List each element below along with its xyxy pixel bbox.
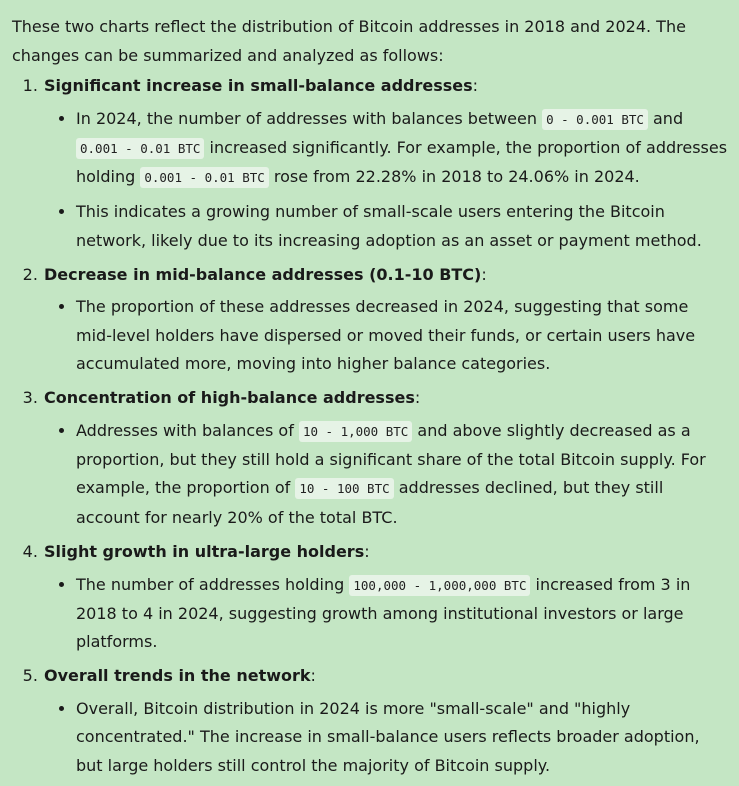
bullet-list — [44, 105, 729, 255]
bullet-item: • In 2024, the number of addresses with balances between 0 - 0.001 BTC and 0.001 - 0.01 BTC increased significantly. For example, the proportion of addresses holding 0.001 - 0.01 BTC rose from 22.28% in 2018 to 24.06% in 2024. — [76, 105, 729, 193]
inline-code: 10 - 1,000 BTC — [299, 421, 412, 442]
bullet-list — [44, 417, 729, 532]
bullet-item: • The number of addresses holding 100,000 - 1,000,000 BTC increased from 3 in 2018 to 4 in 2024, suggesting growth among institutional investors or large platforms. — [76, 571, 729, 657]
section-title: 3. Concentration of high-balance addresses: — [44, 388, 421, 408]
section-item — [43, 384, 729, 532]
inline-code: 0.001 - 0.01 BTC — [76, 138, 204, 159]
inline-code: 0 - 0.001 BTC — [542, 109, 648, 130]
section-title: 4. Slight growth in ultra-large holders: — [44, 542, 370, 562]
bullet-item: • Addresses with balances of 10 - 1,000 BTC and above slightly decreased as a proportion, but they still hold a significant share of the total Bitcoin supply. For example, the proportion of 10 - 100 BTC addresses declined, but they still account for nearly 20% of the total BTC. — [76, 417, 729, 532]
inline-code: 0.001 - 0.01 BTC — [140, 167, 268, 188]
sections-list — [12, 72, 729, 780]
section-title: 2. Decrease in mid-balance addresses (0.1-10 BTC): — [44, 264, 487, 284]
bullet-list — [44, 695, 729, 780]
inline-code: 10 - 100 BTC — [295, 478, 393, 499]
section-item — [43, 538, 729, 656]
bullet-item: • Overall, Bitcoin distribution in 2024 is more "small-scale" and "highly concentrated." The increase in small-balance users reflects broader adoption, but large holders still control the majority of Bitcoin supply. — [76, 695, 729, 780]
intro-paragraph: These two charts reflect the distribution of Bitcoin addresses in 2018 and 2024. The changes can be summarized and analyzed as follows: — [12, 17, 686, 65]
bullet-list — [44, 293, 729, 378]
section-title: 5. Overall trends in the network: — [44, 666, 316, 686]
section-title: 1. Significant increase in small-balance addresses: — [44, 76, 479, 95]
inline-code: 100,000 - 1,000,000 BTC — [349, 575, 530, 596]
section-item — [43, 72, 729, 255]
bullet-item: • This indicates a growing number of small-scale users entering the Bitcoin network, likely due to its increasing adoption as an asset or payment method. — [76, 198, 729, 255]
bullet-item: • The proportion of these addresses decreased in 2024, suggesting that some mid-level holders have dispersed or moved their funds, or certain users have accumulated more, moving into higher balance categories. — [76, 293, 729, 378]
bullet-list — [44, 571, 729, 657]
section-item — [43, 662, 729, 779]
section-item — [43, 261, 729, 378]
